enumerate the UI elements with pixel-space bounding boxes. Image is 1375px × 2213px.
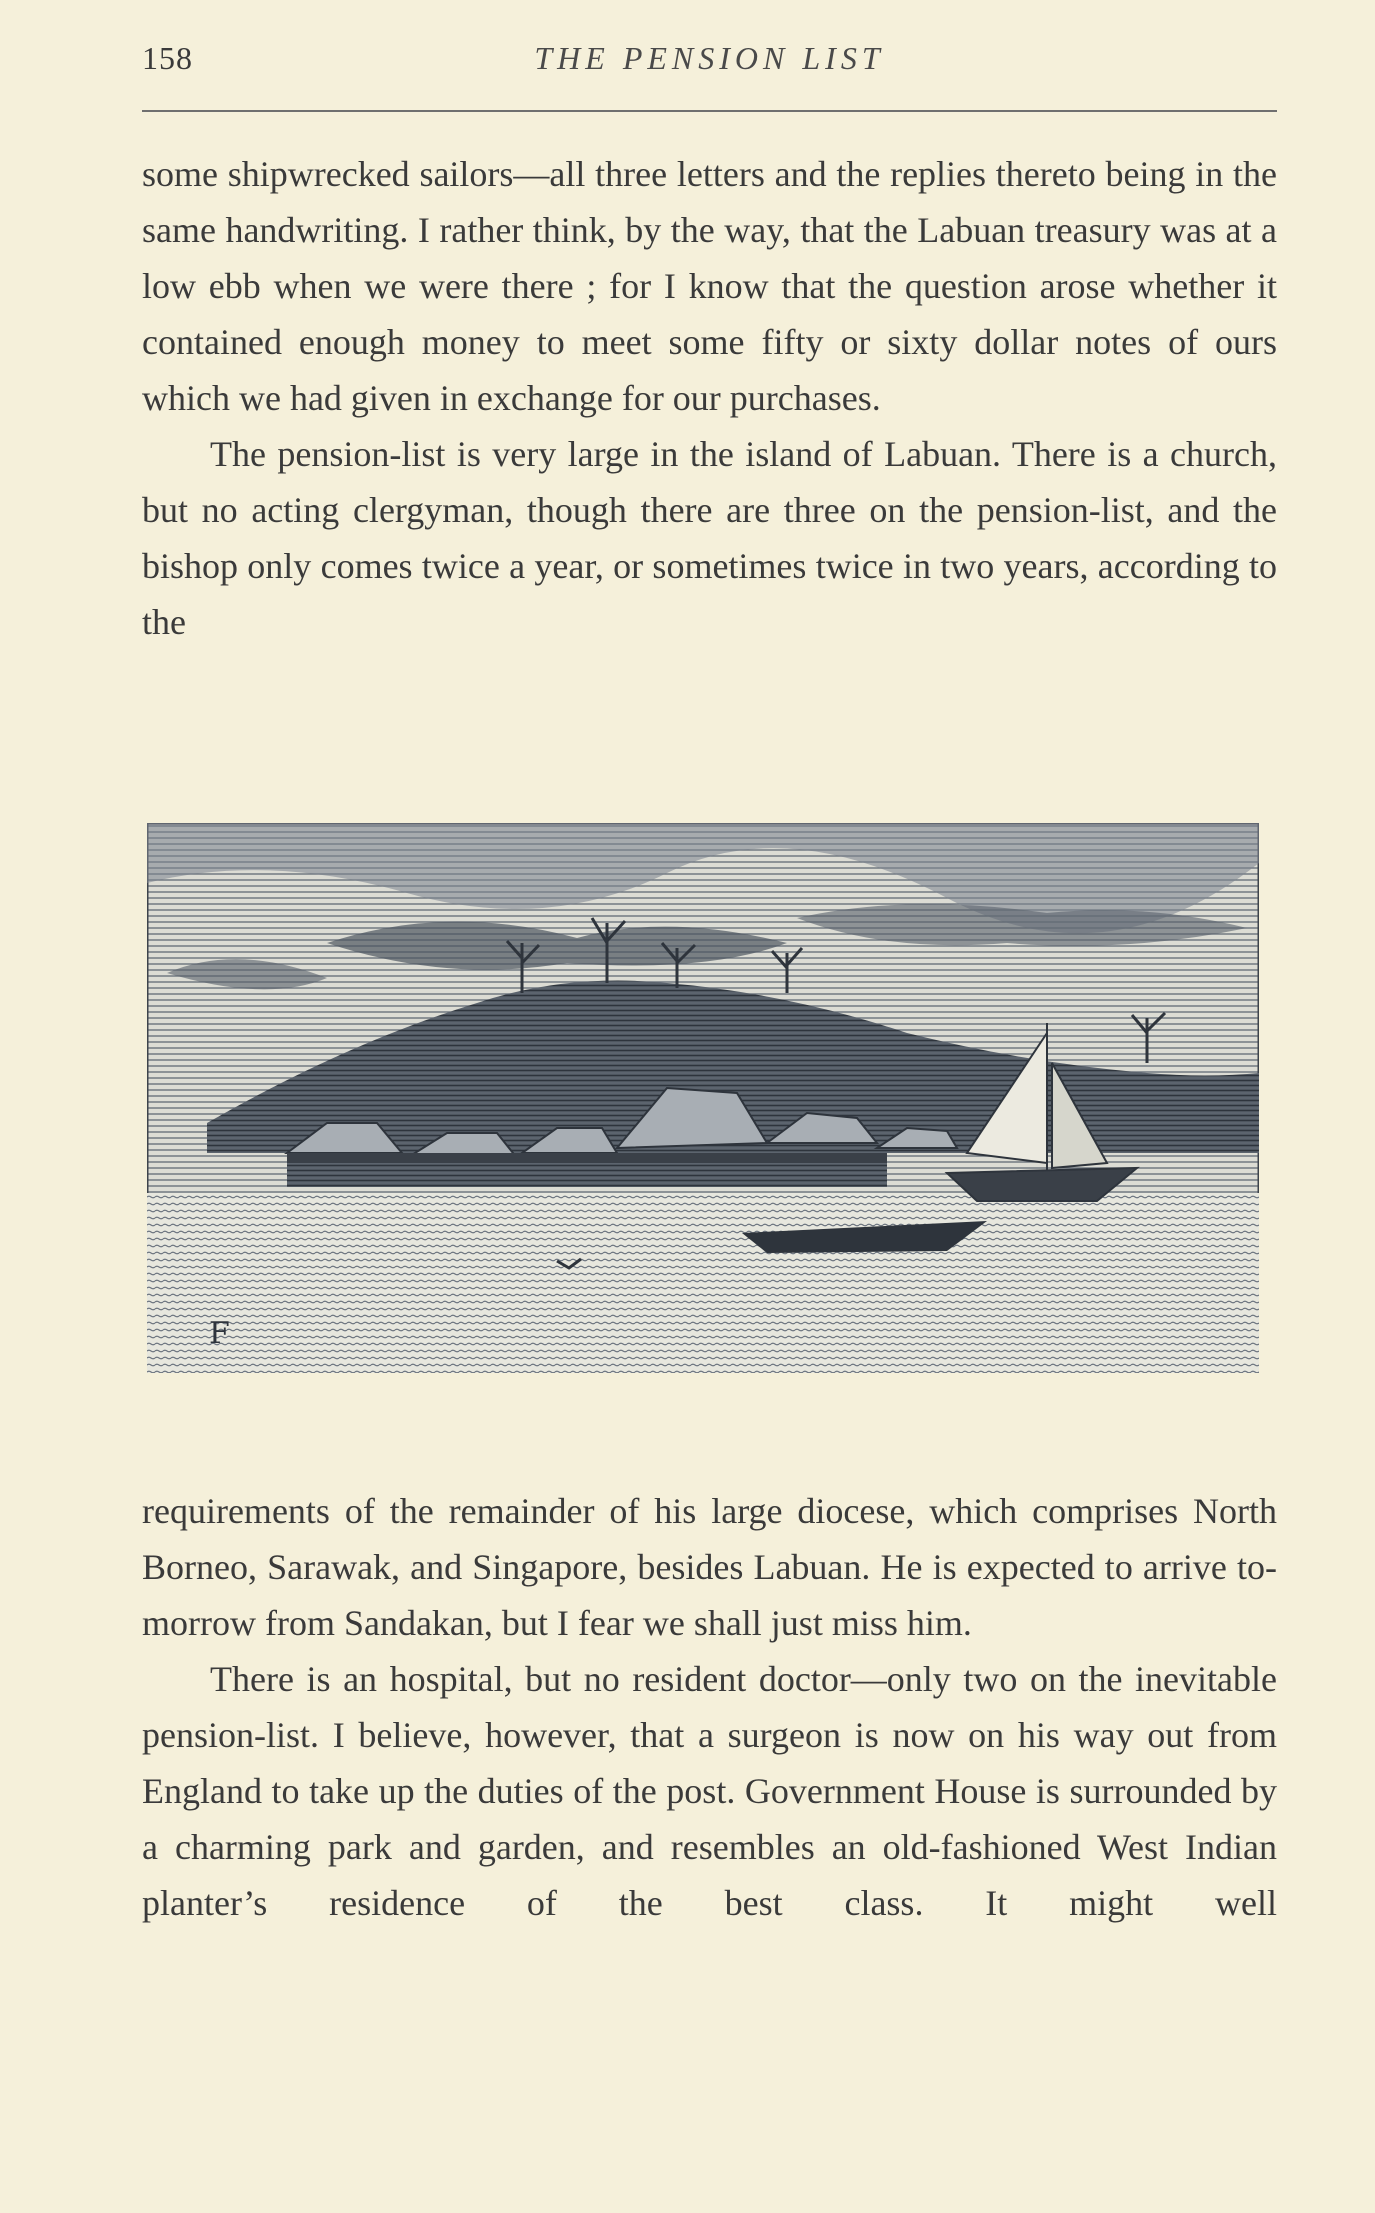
paragraph: some shipwrecked sailors—all three letters and the replies thereto being in the same handwriting. I rather think, by the way, that the Labuan treasury was at a low ebb when we were there ; for I know that the question arose whether it contained enough money to meet some fifty or sixty dollar notes of ours which we had given in exchange for our purchases. bbox=[142, 154, 1277, 418]
running-title: THE PENSION LIST bbox=[534, 40, 885, 76]
svg-text:F: F bbox=[209, 1316, 230, 1351]
text-block-bottom bbox=[142, 1483, 1277, 1931]
paragraph: requirements of the remainder of his large diocese, which comprises North Borneo, Sarawak, and Singapore, besides Labuan. He is expected to arrive to-morrow from Sandakan, but I fear we shall just miss him. bbox=[142, 1491, 1277, 1643]
engraving-harbour-village-with-sailboat-icon bbox=[147, 823, 1259, 1373]
page-number: 158 bbox=[142, 40, 193, 76]
engraving-illustration bbox=[147, 823, 1259, 1373]
page-header bbox=[142, 40, 1277, 80]
header-rule bbox=[142, 110, 1277, 112]
text-block-top bbox=[142, 146, 1277, 650]
paragraph: There is an hospital, but no resident doctor—only two on the inevitable pension-list. I believe, however, that a surgeon is now on his way out from England to take up the duties of the post. Government House is surrounded by a charming park and garden, and resembles an old-fashioned West Indian planter’s residence of the best class. It might well bbox=[142, 1659, 1277, 1923]
paragraph: The pension-list is very large in the island of Labuan. There is a church, but no acting clergyman, though there are three on the pension-list, and the bishop only comes twice a year, or sometimes twice in two years, according to the bbox=[142, 434, 1277, 642]
